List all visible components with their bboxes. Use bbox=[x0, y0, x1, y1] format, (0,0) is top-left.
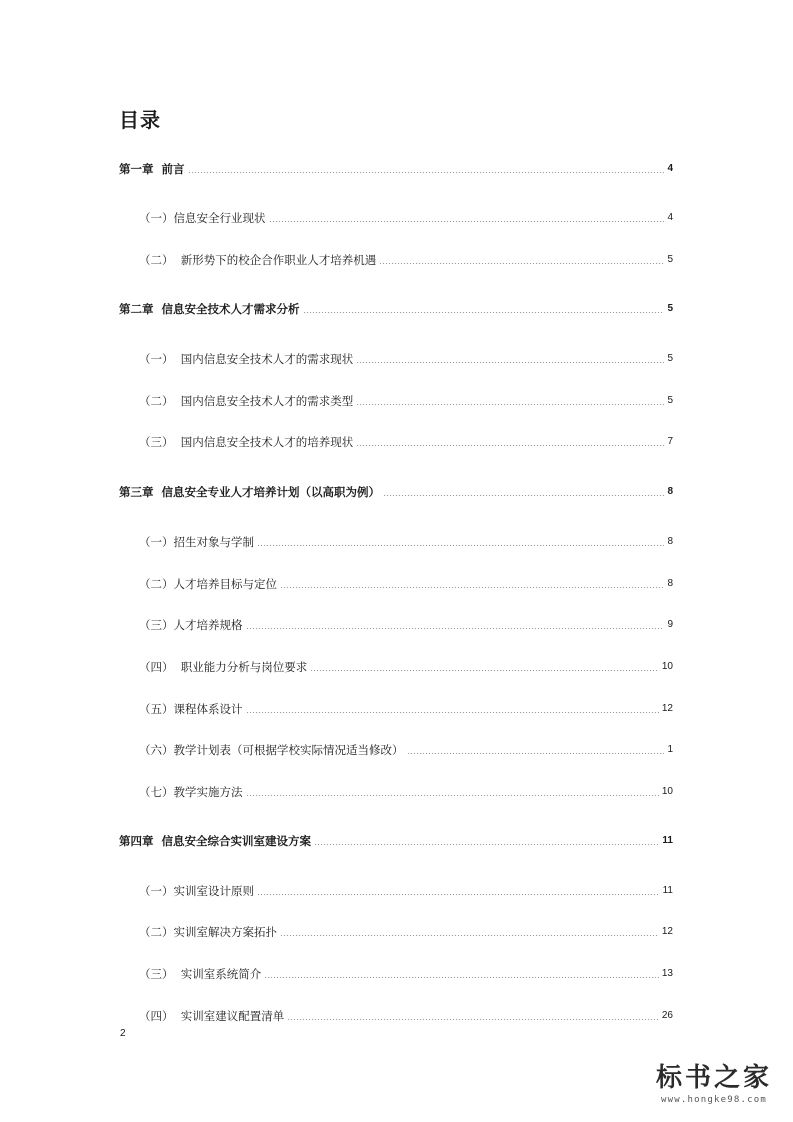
toc-entry-page: 4 bbox=[667, 163, 673, 174]
toc-entry-label: （三） 国内信息安全技术人才的培养现状 bbox=[139, 435, 354, 449]
toc-entry-label: （一）实训室设计原则 bbox=[139, 884, 254, 898]
toc-dot-leader bbox=[356, 445, 664, 446]
toc-dot-leader bbox=[383, 495, 664, 496]
toc-section-entry[interactable] bbox=[139, 922, 673, 940]
toc-dot-leader bbox=[246, 795, 659, 796]
toc-entry-label: （五）课程体系设计 bbox=[139, 702, 243, 716]
toc-entry-page: 5 bbox=[667, 353, 673, 364]
toc-entry-label: （二） 国内信息安全技术人才的需求类型 bbox=[139, 394, 354, 408]
toc-entry-label: （二） 新形势下的校企合作职业人才培养机遇 bbox=[139, 253, 377, 267]
toc-entry-page: 12 bbox=[661, 926, 673, 937]
toc-dot-leader bbox=[310, 670, 659, 671]
toc-entry-label: （四） 实训室建议配置清单 bbox=[139, 1009, 285, 1023]
toc-chapter-entry[interactable] bbox=[119, 159, 673, 177]
watermark-title: 标书之家 bbox=[655, 1063, 772, 1093]
toc-entry-label: 第二章 信息安全技术人才需求分析 bbox=[119, 302, 300, 316]
toc-dot-leader bbox=[314, 844, 659, 845]
toc-entry-label: （四） 职业能力分析与岗位要求 bbox=[139, 660, 308, 674]
watermark-logo bbox=[644, 1062, 784, 1106]
watermark-url: www.hongke98.com bbox=[661, 1095, 767, 1105]
toc-entry-page: 4 bbox=[667, 212, 673, 223]
page-number: 2 bbox=[120, 1028, 126, 1039]
toc-dot-leader bbox=[379, 263, 664, 264]
toc-entry-label: （一）信息安全行业现状 bbox=[139, 211, 266, 225]
toc-dot-leader bbox=[246, 712, 659, 713]
toc-entry-label: 第四章 信息安全综合实训室建设方案 bbox=[119, 834, 312, 848]
toc-dot-leader bbox=[188, 172, 665, 173]
toc-entry-label: 第一章 前言 bbox=[119, 162, 185, 176]
toc-section-entry[interactable] bbox=[139, 208, 673, 226]
toc-chapter-entry[interactable] bbox=[119, 831, 673, 849]
toc-entry-page: 5 bbox=[667, 254, 673, 265]
toc-entry-label: （一）招生对象与学制 bbox=[139, 535, 254, 549]
toc-dot-leader bbox=[257, 545, 664, 546]
toc-dot-leader bbox=[257, 894, 660, 895]
toc-entry-page: 5 bbox=[667, 303, 673, 314]
toc-entry-page: 11 bbox=[662, 835, 673, 846]
toc-entry-page: 7 bbox=[667, 436, 673, 447]
toc-entry-page: 8 bbox=[667, 536, 673, 547]
toc-entry-page: 9 bbox=[667, 619, 673, 630]
toc-section-entry[interactable] bbox=[139, 1006, 673, 1024]
toc-entry-label: （三）人才培养规格 bbox=[139, 618, 243, 632]
toc-section-entry[interactable] bbox=[139, 391, 673, 409]
toc-entry-page: 12 bbox=[661, 703, 673, 714]
toc-entry-label: （一） 国内信息安全技术人才的需求现状 bbox=[139, 352, 354, 366]
toc-dot-leader bbox=[264, 977, 659, 978]
toc-entry-label: （二）人才培养目标与定位 bbox=[139, 577, 277, 591]
page-title: 目录 bbox=[119, 108, 161, 132]
toc-section-entry[interactable] bbox=[139, 740, 673, 758]
toc-section-entry[interactable] bbox=[139, 615, 673, 633]
toc-entry-label: （二）实训室解决方案拓扑 bbox=[139, 925, 277, 939]
toc-section-entry[interactable] bbox=[139, 964, 673, 982]
toc-entry-page: 8 bbox=[667, 486, 673, 497]
toc-dot-leader bbox=[287, 1019, 659, 1020]
toc-entry-page: 26 bbox=[661, 1010, 673, 1021]
toc-section-entry[interactable] bbox=[139, 250, 673, 268]
toc-section-entry[interactable] bbox=[139, 881, 673, 899]
toc-dot-leader bbox=[269, 221, 665, 222]
toc-entry-page: 11 bbox=[662, 885, 673, 896]
toc-section-entry[interactable] bbox=[139, 532, 673, 550]
toc-chapter-entry[interactable] bbox=[119, 482, 673, 500]
toc-entry-page: 1 bbox=[667, 744, 673, 755]
toc-entry-page: 10 bbox=[661, 786, 673, 797]
toc-section-entry[interactable] bbox=[139, 782, 673, 800]
toc-entry-label: （六）教学计划表（可根据学校实际情况适当修改） bbox=[139, 743, 404, 757]
toc-dot-leader bbox=[356, 404, 664, 405]
toc-entry-label: 第三章 信息安全专业人才培养计划（以高职为例） bbox=[119, 485, 381, 499]
toc-dot-leader bbox=[303, 312, 665, 313]
toc-entry-page: 8 bbox=[667, 578, 673, 589]
toc-entry-page: 13 bbox=[661, 968, 673, 979]
toc-dot-leader bbox=[280, 587, 664, 588]
toc-section-entry[interactable] bbox=[139, 349, 673, 367]
toc-entry-page: 5 bbox=[667, 395, 673, 406]
toc-dot-leader bbox=[246, 628, 665, 629]
toc-section-entry[interactable] bbox=[139, 699, 673, 717]
toc-entry-label: （三） 实训室系统简介 bbox=[139, 967, 262, 981]
toc-dot-leader bbox=[407, 753, 665, 754]
toc-section-entry[interactable] bbox=[139, 432, 673, 450]
toc-dot-leader bbox=[280, 935, 659, 936]
toc-entry-page: 10 bbox=[661, 661, 673, 672]
toc-section-entry[interactable] bbox=[139, 574, 673, 592]
toc-dot-leader bbox=[356, 362, 664, 363]
toc-section-entry[interactable] bbox=[139, 657, 673, 675]
toc-entry-label: （七）教学实施方法 bbox=[139, 785, 243, 799]
toc-chapter-entry[interactable] bbox=[119, 299, 673, 317]
